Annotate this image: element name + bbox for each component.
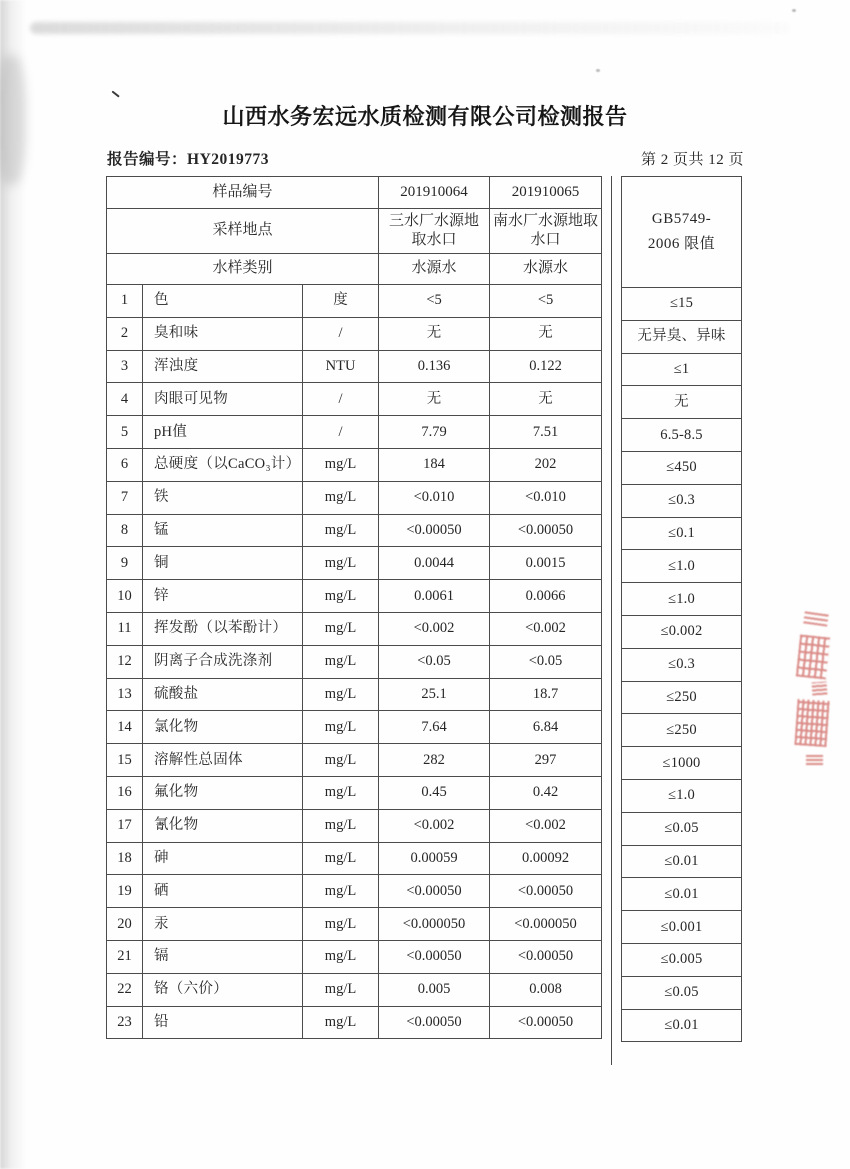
- sample1-value: 0.45: [379, 776, 490, 809]
- limit-row: [622, 779, 742, 812]
- param-name: 色: [143, 285, 303, 318]
- row-no: 7: [107, 481, 143, 514]
- row-no: 4: [107, 383, 143, 416]
- table-row: [107, 612, 602, 645]
- sample1-value: 282: [379, 744, 490, 777]
- sampling-location-row: [107, 209, 602, 254]
- limit-value: ≤0.3: [622, 648, 742, 681]
- row-no: 17: [107, 809, 143, 842]
- table-row: [107, 711, 602, 744]
- table-row: [107, 744, 602, 777]
- table-row: [107, 1006, 602, 1039]
- params-tbody: [107, 177, 602, 1039]
- param-name: 锌: [143, 580, 303, 613]
- scan-speck: [792, 9, 796, 12]
- row-no: 12: [107, 645, 143, 678]
- limit-row: [622, 845, 742, 878]
- row-no: 6: [107, 448, 143, 481]
- table-row: [107, 842, 602, 875]
- param-name: 砷: [143, 842, 303, 875]
- row-no: 8: [107, 514, 143, 547]
- table-divider-line: [611, 176, 612, 1065]
- param-unit: mg/L: [303, 973, 379, 1006]
- limit-standard-header: [622, 177, 742, 288]
- row-no: 9: [107, 547, 143, 580]
- limit-value: ≤0.05: [622, 812, 742, 845]
- param-unit: mg/L: [303, 645, 379, 678]
- param-unit: mg/L: [303, 481, 379, 514]
- stamp-stroke: [812, 681, 828, 695]
- param-name: 铅: [143, 1006, 303, 1039]
- param-name: 臭和味: [143, 317, 303, 350]
- table-row: [107, 776, 602, 809]
- param-name: 硫酸盐: [143, 678, 303, 711]
- report-meta-row: [107, 147, 744, 169]
- param-unit: 度: [303, 285, 379, 318]
- row-no: 2: [107, 317, 143, 350]
- sample1-value: 0.0044: [379, 547, 490, 580]
- type-2: 水源水: [490, 254, 602, 285]
- table-row: [107, 383, 602, 416]
- param-name: pH值: [143, 416, 303, 449]
- param-unit: mg/L: [303, 514, 379, 547]
- row-no: 23: [107, 1006, 143, 1039]
- limit-value: ≤0.01: [622, 1009, 742, 1042]
- row-no: 1: [107, 285, 143, 318]
- table-row: [107, 580, 602, 613]
- param-unit: mg/L: [303, 547, 379, 580]
- param-name: 氯化物: [143, 711, 303, 744]
- sample2-value: <5: [490, 285, 602, 318]
- param-unit: mg/L: [303, 711, 379, 744]
- sample2-value: <0.010: [490, 481, 602, 514]
- limit-row: [622, 943, 742, 976]
- results-table-area: [106, 176, 742, 1065]
- sample2-value: <0.00050: [490, 514, 602, 547]
- row-no: 16: [107, 776, 143, 809]
- limit-row: [622, 1009, 742, 1042]
- sample1-value: 0.005: [379, 973, 490, 1006]
- sample1-value: <0.002: [379, 612, 490, 645]
- type-1: 水源水: [379, 254, 490, 285]
- param-unit: mg/L: [303, 940, 379, 973]
- sample1-value: <0.00050: [379, 1006, 490, 1039]
- limit-row: [622, 353, 742, 386]
- row-no: 19: [107, 875, 143, 908]
- limit-value: ≤0.01: [622, 845, 742, 878]
- pen-tick-mark: [111, 90, 120, 97]
- stamp-stroke: [796, 635, 830, 680]
- limit-value: ≤1.0: [622, 583, 742, 616]
- row-no: 21: [107, 940, 143, 973]
- sample2-value: 无: [490, 383, 602, 416]
- row-no: 20: [107, 908, 143, 941]
- param-name: 镉: [143, 940, 303, 973]
- sample2-value: 6.84: [490, 711, 602, 744]
- sample1-value: <0.000050: [379, 908, 490, 941]
- limit-value: ≤15: [622, 288, 742, 321]
- row-no: 5: [107, 416, 143, 449]
- sample1-value: 7.64: [379, 711, 490, 744]
- sample1-value: 0.0061: [379, 580, 490, 613]
- limit-value: ≤0.005: [622, 943, 742, 976]
- limit-value: ≤250: [622, 714, 742, 747]
- sample2-value: 0.00092: [490, 842, 602, 875]
- limit-value: ≤250: [622, 681, 742, 714]
- sample-type-row: [107, 254, 602, 285]
- sample2-value: 无: [490, 317, 602, 350]
- table-row: [107, 940, 602, 973]
- sample2-value: <0.002: [490, 809, 602, 842]
- limit-value: ≤0.001: [622, 911, 742, 944]
- sample2-value: <0.00050: [490, 940, 602, 973]
- limit-standard-line2: 2006 限值: [647, 236, 716, 252]
- sample1-value: <0.00050: [379, 875, 490, 908]
- param-unit: mg/L: [303, 809, 379, 842]
- limits-tbody: [622, 177, 742, 1042]
- sample1-value: 无: [379, 383, 490, 416]
- limit-row: [622, 484, 742, 517]
- scan-top-smudge: [30, 22, 790, 34]
- row-no: 3: [107, 350, 143, 383]
- limit-row: [622, 911, 742, 944]
- sample1-value: 25.1: [379, 678, 490, 711]
- limit-header-row: [622, 177, 742, 288]
- results-table: [106, 176, 602, 1039]
- stamp-stroke: [806, 754, 823, 765]
- limit-row: [622, 714, 742, 747]
- sample2-value: 0.42: [490, 776, 602, 809]
- row-no: 18: [107, 842, 143, 875]
- limit-value: ≤0.002: [622, 615, 742, 648]
- limit-standard-line1: GB5749-: [651, 210, 712, 227]
- sample2-value: <0.00050: [490, 1006, 602, 1039]
- table-row: [107, 448, 602, 481]
- sample2-value: 0.0015: [490, 547, 602, 580]
- table-row: [107, 547, 602, 580]
- sample2-value: 7.51: [490, 416, 602, 449]
- sample1-value: 无: [379, 317, 490, 350]
- param-unit: NTU: [303, 350, 379, 383]
- type-label: 水样类别: [107, 254, 379, 285]
- limit-value: ≤450: [622, 451, 742, 484]
- sample2-value: <0.000050: [490, 908, 602, 941]
- param-name: 硒: [143, 875, 303, 908]
- param-name: 总硬度（以CaCO₃计）: [143, 448, 303, 481]
- limit-value: 无异臭、异味: [622, 320, 742, 353]
- limit-row: [622, 583, 742, 616]
- row-no: 22: [107, 973, 143, 1006]
- param-name: 氰化物: [143, 809, 303, 842]
- page-title: 山西水务宏远水质检测有限公司检测报告: [222, 104, 628, 129]
- sample-id-row: [107, 177, 602, 209]
- limit-row: [622, 288, 742, 321]
- sample1-value: <0.002: [379, 809, 490, 842]
- table-row: [107, 809, 602, 842]
- param-name: 肉眼可见物: [143, 383, 303, 416]
- param-name: 挥发酚（以苯酚计）: [143, 612, 303, 645]
- table-row: [107, 416, 602, 449]
- sample2-value: <0.002: [490, 612, 602, 645]
- sample-id-2: 201910065: [490, 177, 602, 209]
- row-no: 10: [107, 580, 143, 613]
- limit-row: [622, 976, 742, 1009]
- stamp-stroke: [803, 610, 829, 626]
- limit-value: ≤0.1: [622, 517, 742, 550]
- param-name: 锰: [143, 514, 303, 547]
- param-unit: mg/L: [303, 744, 379, 777]
- table-row: [107, 645, 602, 678]
- param-name: 铜: [143, 547, 303, 580]
- report-number: [107, 147, 269, 169]
- param-unit: mg/L: [303, 842, 379, 875]
- limit-value: ≤1.0: [622, 779, 742, 812]
- limit-row: [622, 648, 742, 681]
- sample1-value: <0.00050: [379, 940, 490, 973]
- limit-value: ≤1000: [622, 747, 742, 780]
- limit-value: ≤0.01: [622, 878, 742, 911]
- param-unit: mg/L: [303, 1006, 379, 1039]
- sample1-value: 0.136: [379, 350, 490, 383]
- report-number-value: HY2019773: [187, 151, 270, 168]
- param-name: 阴离子合成洗涤剂: [143, 645, 303, 678]
- table-row: [107, 973, 602, 1006]
- param-unit: /: [303, 416, 379, 449]
- sample1-value: <5: [379, 285, 490, 318]
- param-name: 铁: [143, 481, 303, 514]
- limit-row: [622, 320, 742, 353]
- sample2-value: 0.008: [490, 973, 602, 1006]
- sample1-value: <0.00050: [379, 514, 490, 547]
- page-indicator: 第 2 页共 12 页: [640, 152, 744, 168]
- limits-table: [621, 176, 742, 1042]
- limit-row: [622, 517, 742, 550]
- sample2-value: 0.122: [490, 350, 602, 383]
- sample1-value: 0.00059: [379, 842, 490, 875]
- limit-value: ≤0.3: [622, 484, 742, 517]
- limit-row: [622, 419, 742, 452]
- sample-id-label: 样品编号: [107, 177, 379, 209]
- param-unit: mg/L: [303, 776, 379, 809]
- param-unit: mg/L: [303, 875, 379, 908]
- param-unit: /: [303, 317, 379, 350]
- sample2-value: 0.0066: [490, 580, 602, 613]
- sample1-value: 7.79: [379, 416, 490, 449]
- row-no: 15: [107, 744, 143, 777]
- location-2: 南水厂水源地取水口: [490, 209, 602, 254]
- param-unit: mg/L: [303, 580, 379, 613]
- limit-row: [622, 878, 742, 911]
- limit-row: [622, 812, 742, 845]
- sample1-value: <0.010: [379, 481, 490, 514]
- limit-row: [622, 615, 742, 648]
- sample1-value: <0.05: [379, 645, 490, 678]
- row-no: 13: [107, 678, 143, 711]
- sample2-value: 202: [490, 448, 602, 481]
- sample-id-1: 201910064: [379, 177, 490, 209]
- limit-value: 无: [622, 386, 742, 419]
- table-row: [107, 350, 602, 383]
- scan-speck: [596, 69, 600, 72]
- sample1-value: 184: [379, 448, 490, 481]
- table-row: [107, 481, 602, 514]
- report-number-label: 报告编号：: [107, 151, 188, 168]
- location-1: 三水厂水源地取水口: [379, 209, 490, 254]
- param-unit: /: [303, 383, 379, 416]
- table-row: [107, 285, 602, 318]
- limit-value: ≤1.0: [622, 550, 742, 583]
- sample2-value: <0.00050: [490, 875, 602, 908]
- location-label: 采样地点: [107, 209, 379, 254]
- table-row: [107, 875, 602, 908]
- table-row: [107, 908, 602, 941]
- param-unit: mg/L: [303, 448, 379, 481]
- param-name: 溶解性总固体: [143, 744, 303, 777]
- red-stamp-fragment: [792, 608, 844, 778]
- param-name: 浑浊度: [143, 350, 303, 383]
- sample2-value: 297: [490, 744, 602, 777]
- limit-row: [622, 681, 742, 714]
- row-no: 14: [107, 711, 143, 744]
- param-unit: mg/L: [303, 678, 379, 711]
- row-no: 11: [107, 612, 143, 645]
- limit-row: [622, 386, 742, 419]
- limit-row: [622, 451, 742, 484]
- table-row: [107, 514, 602, 547]
- table-row: [107, 678, 602, 711]
- table-row: [107, 317, 602, 350]
- param-name: 氟化物: [143, 776, 303, 809]
- sample2-value: 18.7: [490, 678, 602, 711]
- param-name: 铬（六价）: [143, 973, 303, 1006]
- param-unit: mg/L: [303, 908, 379, 941]
- limit-value: ≤0.05: [622, 976, 742, 1009]
- limit-value: 6.5-8.5: [622, 419, 742, 452]
- param-name: 汞: [143, 908, 303, 941]
- sample2-value: <0.05: [490, 645, 602, 678]
- stamp-stroke: [794, 699, 829, 747]
- limit-value: ≤1: [622, 353, 742, 386]
- limit-row: [622, 747, 742, 780]
- param-unit: mg/L: [303, 612, 379, 645]
- limit-row: [622, 550, 742, 583]
